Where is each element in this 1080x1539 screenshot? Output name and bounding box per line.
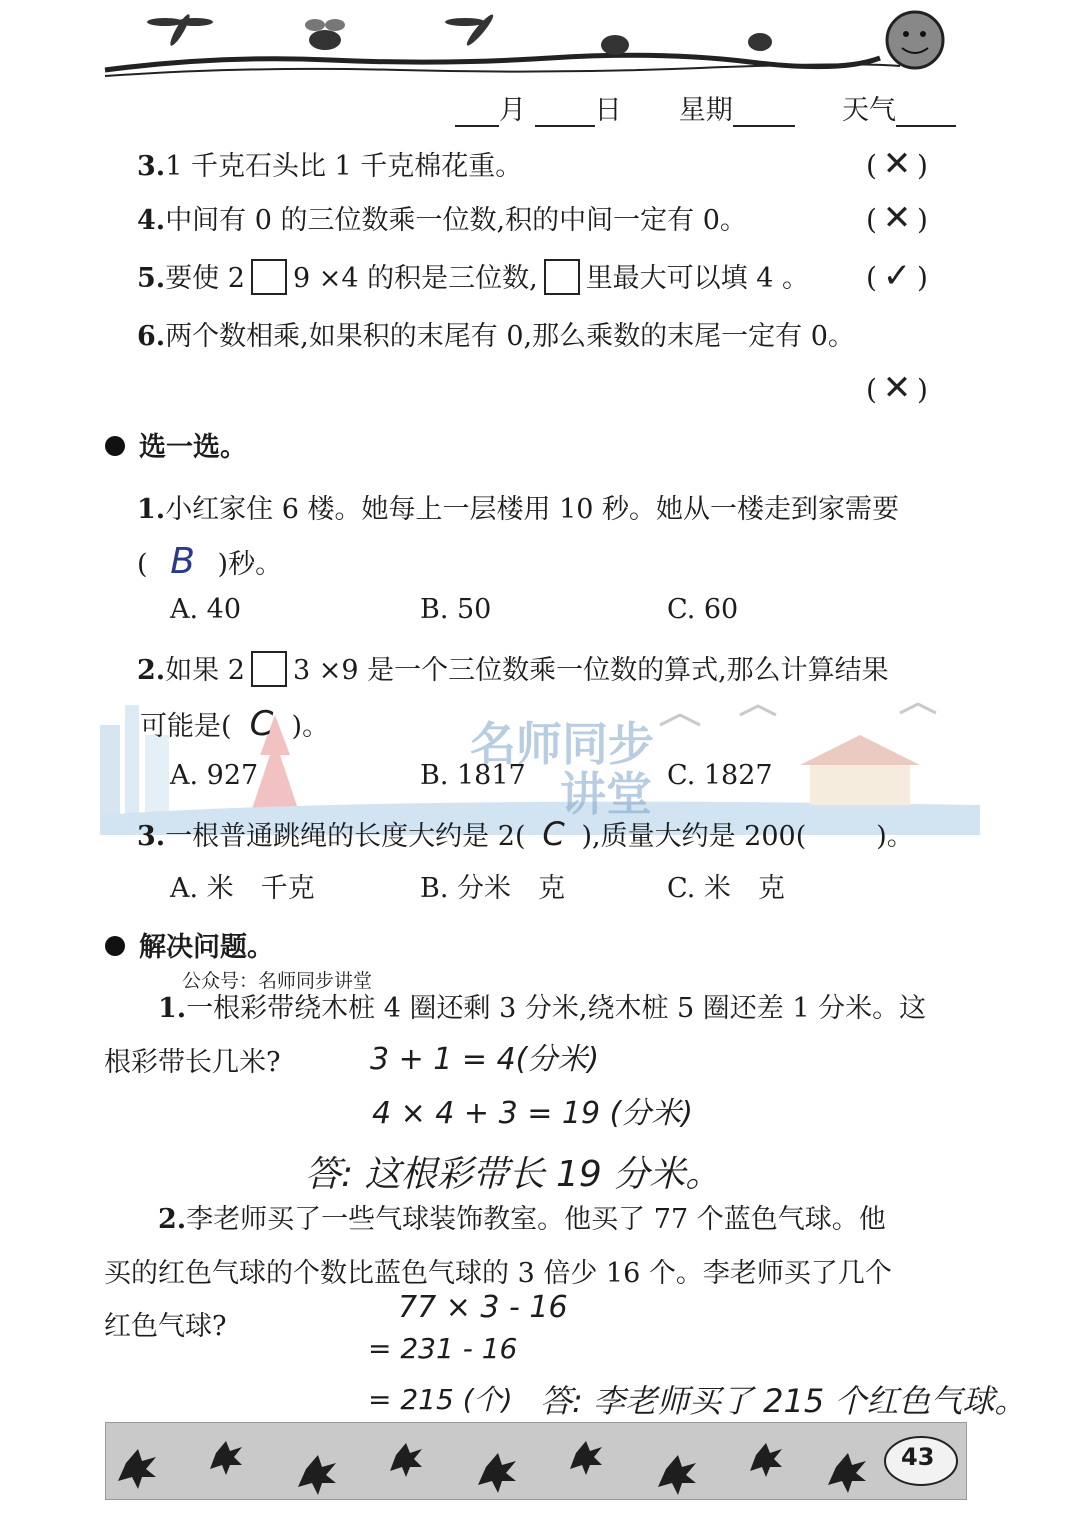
judge-answer-5: ( ✓ ) xyxy=(866,256,928,296)
cross-mark-icon: ✕ xyxy=(882,198,912,238)
watermark-text-line1: 名师同步 xyxy=(470,717,654,771)
choose-q3-option-a: A. 米 千克 xyxy=(170,873,315,904)
judge-item-6: 6.两个数相乘,如果积的末尾有 0,那么乘数的末尾一定有 0。 xyxy=(137,321,855,352)
judge-item-5: 5.要使 2 9 ×4 的积是三位数, 里最大可以填 4 。 xyxy=(137,256,809,298)
judge-item-3: 3.1 千克石头比 1 千克棉花重。 xyxy=(137,151,523,182)
choose-q2-line2: 可能是( C )。 xyxy=(140,704,330,744)
choose-q3-line: 3.一根普通跳绳的长度大约是 2( C ),质量大约是 200( )。 xyxy=(137,815,914,853)
weekday-blank xyxy=(733,101,795,127)
page-number: 43 xyxy=(901,1443,935,1471)
solve-q1-work-2: 4 × 4 + 3 = 19 (分米) xyxy=(372,1096,694,1131)
solve-q2-line3: 红色气球? xyxy=(104,1311,227,1342)
judge-answer-4: ( ✕ ) xyxy=(866,198,928,238)
solve-q2-work-2: = 231 - 16 xyxy=(368,1332,518,1365)
solve-q2-work-3: = 215 (个) xyxy=(368,1383,513,1416)
bullet-icon xyxy=(105,436,125,456)
beetle-icon xyxy=(601,35,629,55)
solve-q2-line2: 买的红色气球的个数比蓝色气球的 3 倍少 16 个。李老师买了几个 xyxy=(104,1258,892,1289)
choose-q3-option-b: B. 分米 克 xyxy=(420,873,566,904)
dragonfly-icon xyxy=(147,12,213,47)
blank-box xyxy=(544,259,580,295)
choose-q2-option-c: C. 1827 xyxy=(667,760,773,791)
choose-q3-answer: C xyxy=(542,815,565,853)
check-mark-icon: ✓ xyxy=(882,256,912,296)
solve-q1-work-1: 3 + 1 = 4(分米) xyxy=(370,1042,600,1077)
choose-q1-line1: 1.小红家住 6 楼。她每上一层楼用 10 秒。她从一楼走到家需要 xyxy=(137,494,900,525)
bullet-icon xyxy=(105,936,125,956)
insect-banner-illustration xyxy=(100,0,970,90)
choose-q1-line2: ( B )秒。 xyxy=(137,541,283,582)
solve-q1-answer: 答: 这根彩带长 19 分米。 xyxy=(305,1154,722,1195)
section-solve-title: 解决问题。 xyxy=(105,925,274,964)
judge-item-4: 4.中间有 0 的三位数乘一位数,积的中间一定有 0。 xyxy=(137,205,747,236)
solve-q1-line2: 根彩带长几米? xyxy=(104,1047,281,1078)
choose-q2-line1: 2.如果 2 3 ×9 是一个三位数乘一位数的算式,那么计算结果 xyxy=(137,648,889,690)
judge-answer-6: ( ✕ ) xyxy=(866,368,928,408)
footer-leaves-band xyxy=(105,1422,967,1500)
choose-q1-option-a: A. 40 xyxy=(170,594,242,625)
choose-q2-option-b: B. 1817 xyxy=(420,760,526,791)
weather-label: 天气 xyxy=(841,95,896,126)
day-label: 日 xyxy=(594,95,622,126)
cross-mark-icon: ✕ xyxy=(882,144,912,184)
weather-blank xyxy=(896,101,956,127)
solve-q2-line1: 2.李老师买了一些气球装饰教室。他买了 77 个蓝色气球。他 xyxy=(158,1204,886,1235)
choose-q1-option-c: C. 60 xyxy=(667,594,739,625)
choose-q1-option-b: B. 50 xyxy=(420,594,492,625)
choose-q2-answer: C xyxy=(249,704,274,744)
choose-q3-option-c: C. 米 克 xyxy=(667,873,785,904)
sun-icon xyxy=(887,12,943,68)
month-blank xyxy=(455,101,499,127)
month-label: 月 xyxy=(499,95,526,126)
solve-q1-line1: 1.一根彩带绕木桩 4 圈还剩 3 分米,绕木桩 5 圈还差 1 分米。这 xyxy=(158,993,927,1024)
watermark-text-line2: 讲堂 xyxy=(560,767,652,821)
blank-box xyxy=(251,651,287,687)
choose-q2-option-a: A. 927 xyxy=(170,760,259,791)
bee-icon xyxy=(305,19,345,50)
choose-q1-answer: B xyxy=(170,541,195,582)
date-header xyxy=(455,88,956,127)
day-blank xyxy=(535,101,595,127)
leaves-illustration xyxy=(106,1423,966,1499)
account-label: 公众号：名师同步讲堂 xyxy=(182,970,373,992)
weekday-label: 星期 xyxy=(678,95,733,126)
section-choose-title: 选一选。 xyxy=(105,425,247,464)
blank-box xyxy=(251,259,287,295)
judge-answer-3: ( ✕ ) xyxy=(866,144,928,184)
bee-icon xyxy=(748,33,772,51)
solve-q2-work-1: 77 × 3 - 16 xyxy=(398,1290,568,1325)
dragonfly-icon xyxy=(445,12,496,48)
solve-q2-answer: 答: 李老师买了 215 个红色气球。 xyxy=(540,1382,1027,1420)
cross-mark-icon: ✕ xyxy=(882,368,912,408)
